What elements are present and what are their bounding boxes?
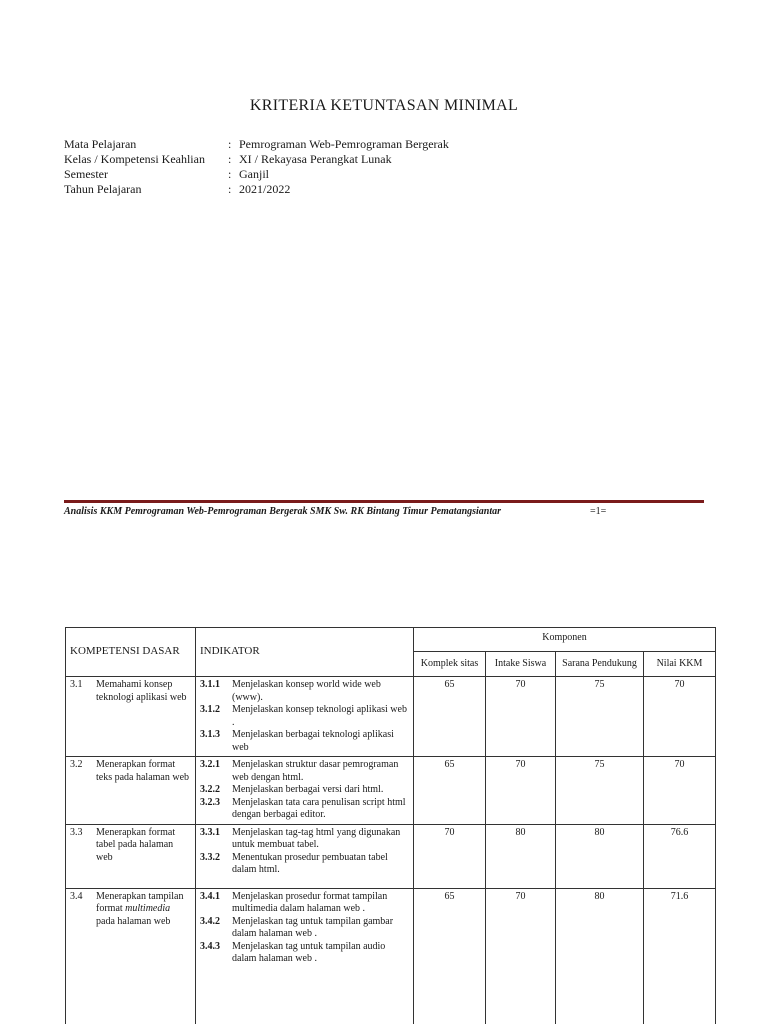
indicator-number: 3.2.1: [200, 759, 220, 770]
indicator-item: [200, 759, 409, 784]
kd-text: Menerapkan format teks pada halaman web: [96, 759, 190, 783]
nilai-kkm-value: 76.6: [644, 824, 716, 888]
meta-row-subject: [64, 137, 449, 152]
meta-colon: :: [228, 182, 232, 196]
indicator-cell: [196, 757, 414, 825]
indicator-text: Menjelaskan berbagai teknologi aplikasi web: [232, 729, 394, 753]
kd-cell: [66, 824, 196, 888]
indicator-number: 3.3.1: [200, 826, 220, 838]
intake-value: 70: [486, 757, 556, 825]
header-sarana-pendukung: Sarana Pendukung: [556, 652, 644, 677]
kd-number: 3.3: [70, 826, 83, 838]
kkm-table: [65, 627, 716, 1024]
kd-text: Memahami konsep teknologi aplikasi web: [96, 679, 187, 703]
indicator-cell: [196, 888, 414, 1024]
table-header-row: [66, 628, 716, 652]
indicator-number: 3.4.2: [200, 915, 220, 927]
table-row: [66, 888, 716, 1024]
footer-divider: [64, 500, 704, 503]
indicator-text: Menjelaskan prosedur format tampilan multimedia dalam halaman web .: [232, 890, 388, 914]
indicator-text: Menjelaskan konsep world wide web (www).: [232, 679, 381, 703]
header-komponen: Komponen: [414, 628, 716, 652]
meta-row-semester: [64, 167, 449, 182]
indicator-number: 3.4.1: [200, 890, 220, 902]
header-nilai-kkm: Nilai KKM: [644, 652, 716, 677]
indicator-item: [200, 852, 409, 877]
meta-label: Tahun Pelajaran: [64, 182, 142, 196]
table-row: [66, 757, 716, 825]
kd-number: 3.2: [70, 759, 83, 770]
indicator-text: Menjelaskan tag-tag html yang digunakan untuk membuat tabel.: [232, 826, 401, 850]
kd-text: Menerapkan format tabel pada halaman web: [96, 826, 176, 863]
kompleksitas-value: 70: [414, 824, 486, 888]
document-title: KRITERIA KETUNTASAN MINIMAL: [249, 97, 519, 114]
kd-cell: [66, 888, 196, 1024]
meta-row-year: [64, 182, 449, 197]
sarana-value: 75: [556, 757, 644, 825]
indicator-item: [200, 827, 409, 852]
nilai-kkm-value: 70: [644, 677, 716, 757]
header-indikator: INDIKATOR: [196, 628, 414, 677]
table-row: [66, 677, 716, 757]
header-intake-siswa: Intake Siswa: [486, 652, 556, 677]
kd-number: 3.1: [70, 679, 83, 690]
indicator-item: [200, 916, 409, 941]
kd-text: [96, 891, 191, 929]
sarana-value: 80: [556, 888, 644, 1024]
meta-colon: :: [228, 137, 232, 151]
indicator-number: 3.1.3: [200, 729, 220, 740]
indicator-item: [200, 797, 409, 822]
indicator-text: Menjelaskan tag untuk tampilan audio dalam halaman web .: [232, 940, 386, 964]
indicator-text: Menjelaskan tata cara penulisan script html dengan berbagai editor.: [232, 796, 406, 820]
document-meta: [64, 137, 449, 197]
intake-value: 70: [486, 677, 556, 757]
indicator-cell: [196, 677, 414, 757]
kompleksitas-value: 65: [414, 757, 486, 825]
indicator-item: [200, 784, 409, 797]
meta-value: 2021/2022: [239, 182, 291, 196]
indicator-item: [200, 679, 409, 704]
header-kompleksitas: Komplek sitas: [414, 652, 486, 677]
intake-value: 70: [486, 888, 556, 1024]
indicator-number: 3.2.3: [200, 796, 220, 808]
kompleksitas-value: 65: [414, 677, 486, 757]
indicator-number: 3.3.2: [200, 851, 220, 863]
table-row: [66, 824, 716, 888]
indicator-text: Menjelaskan tag untuk tampilan gambar dalam halaman web .: [232, 915, 394, 939]
meta-value: Pemrograman Web-Pemrograman Bergerak: [239, 137, 449, 151]
indicator-text: Menjelaskan berbagai versi dari html.: [232, 784, 384, 795]
indicator-text: Menjelaskan konsep teknologi aplikasi web .: [232, 704, 407, 728]
kd-text-part: Menerapkan tampilan format: [96, 890, 184, 914]
indicator-number: 3.2.2: [200, 784, 220, 795]
indicator-item: [200, 891, 409, 916]
kd-cell: [66, 757, 196, 825]
header-kompetensi-dasar: KOMPETENSI DASAR: [66, 628, 196, 677]
sarana-value: 75: [556, 677, 644, 757]
kd-text-emphasis: multimedia: [125, 903, 171, 914]
indicator-text: Menentukan prosedur pembuatan tabel dalam html.: [232, 851, 388, 875]
nilai-kkm-value: 70: [644, 757, 716, 825]
indicator-item: [200, 729, 409, 754]
page-number: =1=: [590, 506, 607, 517]
nilai-kkm-value: 71.6: [644, 888, 716, 1024]
indicator-item: [200, 704, 409, 729]
indicator-number: 3.1.2: [200, 704, 220, 715]
indicator-text: Menjelaskan struktur dasar pemrograman web dengan html.: [232, 759, 399, 783]
meta-value: XI / Rekayasa Perangkat Lunak: [239, 152, 392, 166]
kd-cell: [66, 677, 196, 757]
indicator-number: 3.4.3: [200, 940, 220, 952]
meta-value: Ganjil: [239, 167, 269, 181]
kompleksitas-value: 65: [414, 888, 486, 1024]
meta-label: Kelas / Kompetensi Keahlian: [64, 152, 205, 166]
indicator-cell: [196, 824, 414, 888]
page-footer: Analisis KKM Pemrograman Web-Pemrograman Bergerak SMK Sw. RK Bintang Timur Pematangsiantar: [64, 506, 502, 517]
sarana-value: 80: [556, 824, 644, 888]
intake-value: 80: [486, 824, 556, 888]
meta-row-class: [64, 152, 449, 167]
indicator-number: 3.1.1: [200, 679, 220, 690]
meta-colon: :: [228, 167, 232, 181]
kd-text-part: pada halaman web: [96, 915, 171, 927]
meta-label: Mata Pelajaran: [64, 137, 137, 151]
meta-label: Semester: [64, 167, 108, 181]
indicator-item: [200, 941, 409, 966]
meta-colon: :: [228, 152, 232, 166]
kd-number: 3.4: [70, 890, 83, 902]
